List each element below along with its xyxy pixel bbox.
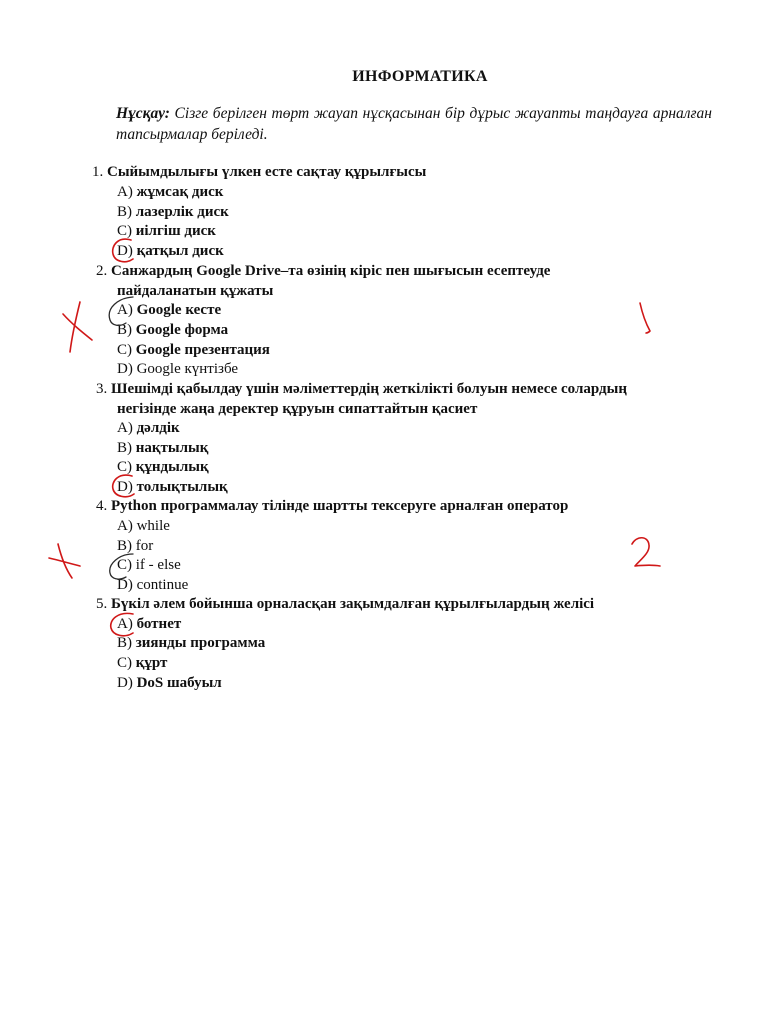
question-4-number: 4. xyxy=(96,498,108,514)
score-mark-2 xyxy=(632,538,660,566)
option-letter: B) xyxy=(117,322,132,338)
option-text: for xyxy=(135,538,154,554)
question-1-number: 1. xyxy=(92,164,104,180)
option-letter: C) xyxy=(117,557,132,573)
option-letter: C) xyxy=(117,223,132,239)
option-letter: A) xyxy=(117,420,133,436)
option-text: if - else xyxy=(135,557,181,573)
question-3-option-d[interactable] xyxy=(117,477,228,497)
instruction-paragraph xyxy=(116,103,712,145)
question-5-number: 5. xyxy=(96,596,108,612)
question-2-number: 2. xyxy=(96,263,108,279)
option-text: while xyxy=(136,518,170,534)
question-3-option-c[interactable] xyxy=(117,457,209,477)
option-letter: B) xyxy=(117,204,132,220)
option-letter: B) xyxy=(117,635,132,651)
question-5-option-d[interactable] xyxy=(117,673,222,693)
option-letter: C) xyxy=(117,342,132,358)
option-letter: D) xyxy=(117,577,133,593)
question-2-option-c[interactable] xyxy=(117,340,270,360)
question-5-line-1 xyxy=(96,594,594,614)
question-2-option-b[interactable] xyxy=(117,320,228,340)
wrong-x-mark-q2 xyxy=(63,302,92,352)
option-text: ботнет xyxy=(136,616,182,632)
question-4-option-a[interactable] xyxy=(117,516,170,536)
score-mark-1 xyxy=(640,303,650,333)
option-letter: A) xyxy=(117,184,133,200)
question-5-text: Бүкіл әлем бойынша орналасқан зақымдалған құрылғылардың желісі xyxy=(111,596,595,612)
option-letter: D) xyxy=(117,479,133,495)
question-4-text: Python программалау тілінде шартты тексеруге арналған оператор xyxy=(111,498,569,514)
instruction-text: Сізге берілген төрт жауап нұсқасынан бір дұрыс жауапты таңдауға арналған тапсырмалар беріледі. xyxy=(116,105,712,143)
question-4-option-d[interactable] xyxy=(117,575,188,595)
question-1-line-1 xyxy=(92,162,426,182)
instruction-lead: Нұсқау: xyxy=(116,105,170,122)
option-letter: B) xyxy=(117,440,132,456)
option-text: зиянды программа xyxy=(135,635,266,651)
option-text: Google күнтізбе xyxy=(136,361,239,377)
question-2-option-a[interactable] xyxy=(117,300,221,320)
question-1-text: Сыйымдылығы үлкен есте сақтау құрылғысы xyxy=(107,164,427,180)
question-1-option-b[interactable] xyxy=(117,202,229,222)
question-1-option-d[interactable] xyxy=(117,241,224,261)
option-letter: C) xyxy=(117,655,132,671)
option-text: Google кесте xyxy=(136,302,222,318)
question-4-option-b[interactable] xyxy=(117,536,153,556)
option-text: continue xyxy=(136,577,189,593)
question-5-option-b[interactable] xyxy=(117,633,265,653)
wrong-x-mark-q4 xyxy=(49,544,80,578)
option-text: құндылық xyxy=(135,459,209,475)
page-title: ИНФОРМАТИКА xyxy=(352,68,488,85)
question-2-option-d[interactable] xyxy=(117,359,238,379)
question-3-option-b[interactable] xyxy=(117,438,208,458)
option-letter: A) xyxy=(117,616,133,632)
option-text: жұмсақ диск xyxy=(136,184,224,200)
question-5-option-c[interactable] xyxy=(117,653,167,673)
question-1-option-a[interactable] xyxy=(117,182,223,202)
option-text: иілгіш диск xyxy=(135,223,216,239)
option-text: лазерлік диск xyxy=(135,204,229,220)
option-text: толықтылық xyxy=(136,479,228,495)
option-text: DoS шабуыл xyxy=(136,675,222,691)
question-3-number: 3. xyxy=(96,381,108,397)
question-2-line-2: пайдаланатын құжаты xyxy=(117,283,274,299)
option-letter: D) xyxy=(117,675,133,691)
question-3-line-2: негізінде жаңа деректер құруын сипаттайтын қасиет xyxy=(117,401,478,417)
question-4-line-1 xyxy=(96,496,568,516)
option-text: құрт xyxy=(135,655,168,671)
option-letter: C) xyxy=(117,459,132,475)
option-letter: B) xyxy=(117,538,132,554)
option-text: нақтылық xyxy=(135,440,209,456)
option-letter: A) xyxy=(117,518,133,534)
question-3-line-1 xyxy=(96,379,627,399)
question-4-option-c[interactable] xyxy=(117,555,181,575)
option-letter: D) xyxy=(117,361,133,377)
question-5-option-a[interactable] xyxy=(117,614,181,634)
question-3-text: Шешімді қабылдау үшін мәліметтердің жеткілікті болуын немесе солардың xyxy=(111,381,627,397)
option-text: дәлдік xyxy=(136,420,180,436)
option-letter: A) xyxy=(117,302,133,318)
option-text: Google презентация xyxy=(135,342,270,358)
option-text: Google форма xyxy=(135,322,229,338)
option-letter: D) xyxy=(117,243,133,259)
question-1-option-c[interactable] xyxy=(117,221,216,241)
option-text: қатқыл диск xyxy=(136,243,224,259)
question-3-option-a[interactable] xyxy=(117,418,180,438)
question-2-text: Санжардың Google Drive–та өзінің кіріс пен шығысын есептеуде xyxy=(111,263,551,279)
question-2-line-1 xyxy=(96,261,550,281)
